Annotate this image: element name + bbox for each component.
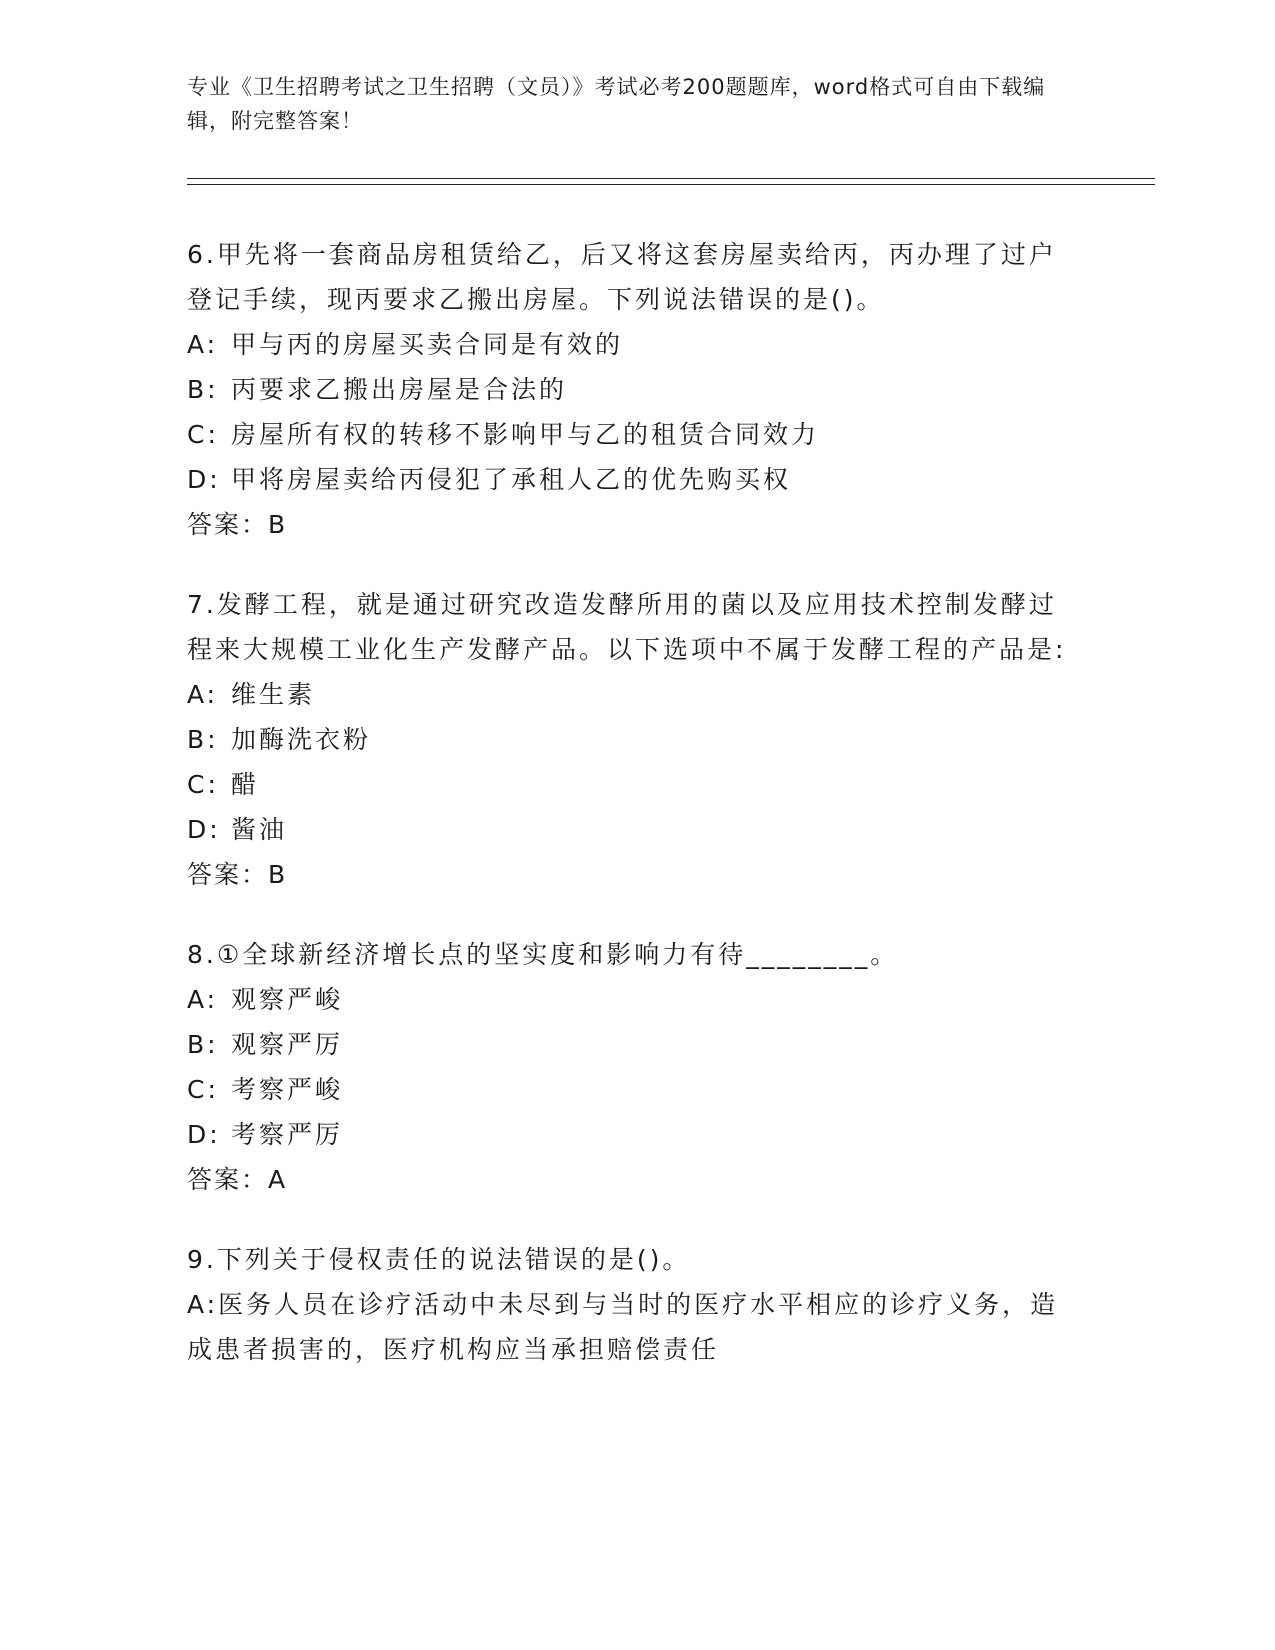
option-d [187,807,1067,852]
option-label: D: [187,465,221,494]
option-text: 丙要求乙搬出房屋是合法的 [231,375,568,404]
header-rule-top [187,178,1155,179]
option-a [187,322,1067,367]
option-d [187,457,1067,502]
option-d [187,1112,1067,1157]
question-9 [187,1237,1067,1372]
answer-line [187,852,1067,897]
option-label: B: [187,725,219,754]
answer-label: 答案： [187,860,269,889]
option-text: 医务人员在诊疗活动中未尽到与当时的医疗水平相应的诊疗义务，造成患者损害的，医疗机构应当承担赔偿责任 [187,1290,1059,1364]
option-text: 考察严峻 [231,1075,344,1104]
option-label: A: [187,330,219,359]
option-label: A: [187,1290,219,1319]
option-a [187,672,1067,717]
option-b [187,367,1067,412]
header-rule-bottom [187,184,1155,185]
question-8 [187,932,1067,1202]
option-text: 醋 [231,770,260,799]
question-stem: 6.甲先将一套商品房租赁给乙，后又将这套房屋卖给丙，丙办理了过户登记手续，现丙要求乙搬出房屋。下列说法错误的是()。 [187,240,1057,314]
option-text: 加酶洗衣粉 [231,725,372,754]
option-label: C: [187,770,219,799]
option-text: 考察严厉 [231,1120,344,1149]
answer-value: B [268,860,289,889]
option-c [187,1067,1067,1112]
option-text: 观察严峻 [231,985,344,1014]
option-label: B: [187,1030,219,1059]
question-stem: 8.①全球新经济增长点的坚实度和影响力有待________。 [187,940,899,969]
option-b [187,1022,1067,1067]
option-label: B: [187,375,219,404]
option-text: 房屋所有权的转移不影响甲与乙的租赁合同效力 [231,420,820,449]
question-stem: 7.发酵工程，就是通过研究改造发酵所用的菌以及应用技术控制发酵过程来大规模工业化生产发酵产品。以下选项中不属于发酵工程的产品是: [187,590,1067,664]
answer-label: 答案： [187,510,269,539]
answer-label: 答案： [187,1165,269,1194]
option-text: 甲与丙的房屋买卖合同是有效的 [231,330,624,359]
option-label: C: [187,1075,219,1104]
option-label: D: [187,1120,221,1149]
answer-value: B [268,510,289,539]
option-b [187,717,1067,762]
option-c [187,762,1067,807]
option-label: C: [187,420,219,449]
answer-line [187,1157,1067,1202]
answer-value: A [268,1165,289,1194]
document-header: 专业《卫生招聘考试之卫生招聘（文员）》考试必考200题题库，word格式可自由下载编辑，附完整答案！ [187,75,1046,133]
option-c [187,412,1067,457]
option-a [187,1282,1067,1372]
option-text: 观察严厉 [231,1030,344,1059]
option-label: A: [187,985,219,1014]
question-7 [187,582,1067,897]
question-6 [187,232,1067,547]
option-label: A: [187,680,219,709]
question-stem: 9.下列关于侵权责任的说法错误的是()。 [187,1245,691,1274]
answer-line [187,502,1067,547]
option-label: D: [187,815,221,844]
option-text: 酱油 [231,815,288,844]
option-text: 甲将房屋卖给丙侵犯了承租人乙的优先购买权 [231,465,792,494]
question-list [187,232,1067,1407]
option-text: 维生素 [231,680,316,709]
option-a [187,977,1067,1022]
